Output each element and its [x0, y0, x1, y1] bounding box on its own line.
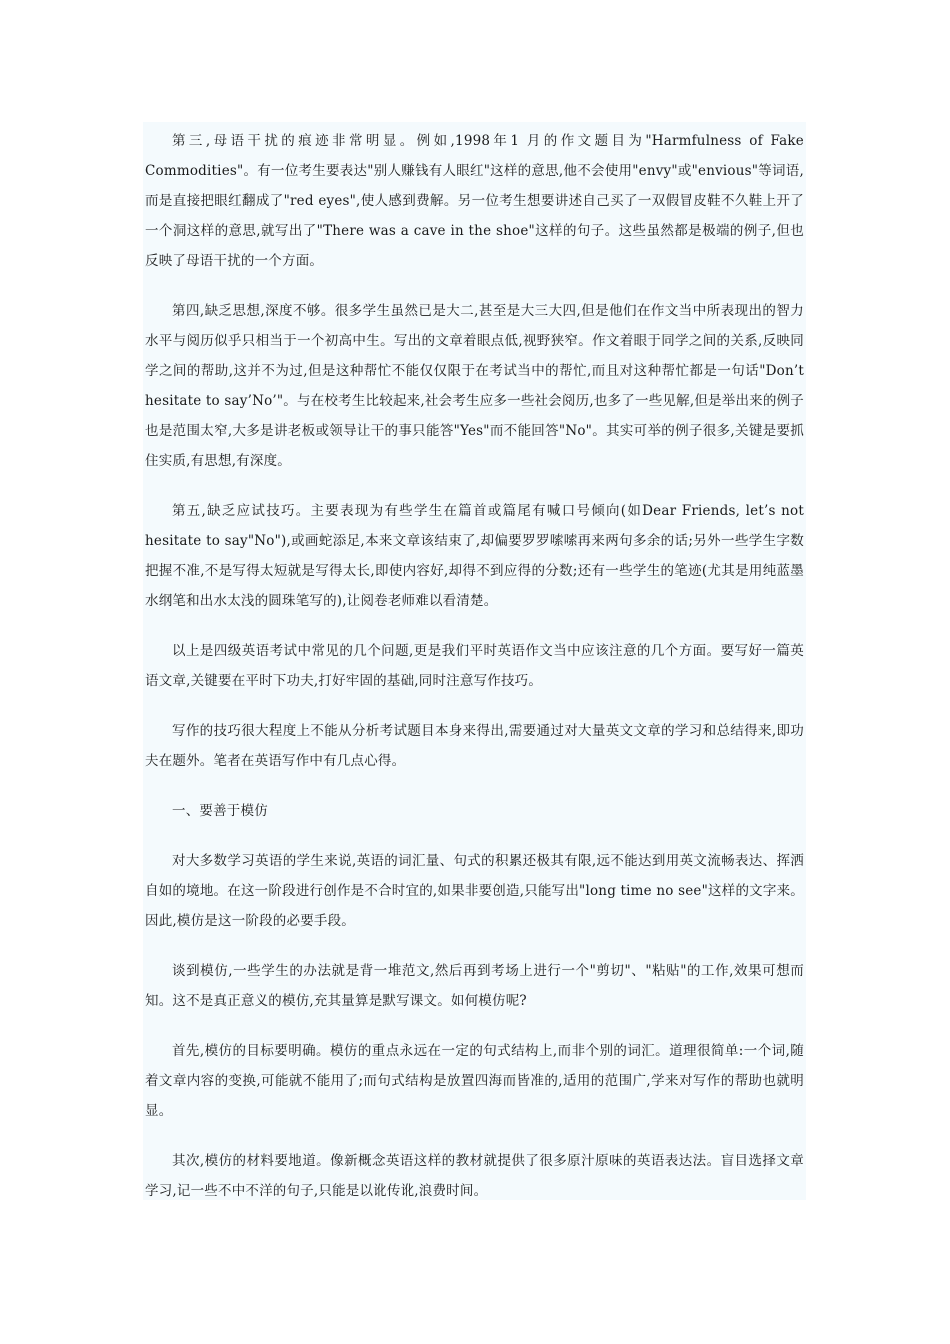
paragraph-point-three: 第三,母语干扰的痕迹非常明显。例如,1998年1 月的作文题目为"Harmfulness of Fake Commodities"。有一位考生要表达"别人赚钱有人眼红"这样的意思,他不会使用"envy"或"envious"等词语,而是直接把眼红翻成了"red eyes",使人感到费解。另一位考生想要讲述自己买了一双假冒皮鞋不久鞋上开了一个洞这样的意思,就写出了"There was a cave in the shoe"这样的句子。这些虽然都是极端的例子,但也反映了母语干扰的一个方面。 [145, 133, 804, 269]
paragraph-point-four: 第四,缺乏思想,深度不够。很多学生虽然已是大二,甚至是大三大四,但是他们在作文当中所表现出的智力水平与阅历似乎只相当于一个初高中生。写出的文章着眼点低,视野狭窄。作文着眼于同学之间的关系,反映同学之间的帮助,这并不为过,但是这种帮忙不能仅仅限于在考试当中的帮忙,而且对这种帮忙都是一句话"Don’t hesitate to say’No’"。与在校考生比较起来,社会考生应多一些社会阅历,也多了一些见解,但是举出来的例子也是范围太窄,大多是讲老板或领导让干的事只能答"Yes"而不能回答"No"。其实可举的例子很多,关键是要抓住实质,有思想,有深度。 [145, 303, 804, 469]
paragraph-summary: 以上是四级英语考试中常见的几个问题,更是我们平时英语作文当中应该注意的几个方面。要写好一篇英语文章,关键要在平时下功夫,打好牢固的基础,同时注意写作技巧。 [145, 643, 804, 689]
paragraph-imitation-method: 谈到模仿,一些学生的办法就是背一堆范文,然后再到考场上进行一个"剪切"、"粘贴"的工作,效果可想而知。这不是真正意义的模仿,充其量算是默写课文。如何模仿呢? [145, 963, 804, 1009]
section-heading-imitation: 一、要善于模仿 [172, 803, 268, 819]
article-content [143, 122, 806, 1206]
paragraph-writing-skills: 写作的技巧很大程度上不能从分析考试题目本身来得出,需要通过对大量英文文章的学习和总结得来,即功夫在题外。笔者在英语写作中有几点心得。 [145, 723, 804, 769]
paragraph-imitation-goal: 首先,模仿的目标要明确。模仿的重点永远在一定的句式结构上,而非个别的词汇。道理很简单:一个词,随着文章内容的变换,可能就不能用了;而句式结构是放置四海而皆准的,适用的范围广,学来对写作的帮助也就明显。 [145, 1043, 804, 1119]
article-text-block [143, 122, 806, 1200]
paragraph-point-five: 第五,缺乏应试技巧。主要表现为有些学生在篇首或篇尾有喊口号倾向(如Dear Friends, let’s not hesitate to say"No"),或画蛇添足,本来文章该结束了,却偏要罗罗嗦嗦再来两句多余的话;另外一些学生字数把握不准,不是写得太短就是写得太长,即使内容好,却得不到应得的分数;还有一些学生的笔迹(尤其是用纯蓝墨水纲笔和出水太浅的圆珠笔写的),让阅卷老师难以看清楚。 [145, 503, 804, 609]
paragraph-imitation-material: 其次,模仿的材料要地道。像新概念英语这样的教材就提供了很多原汁原味的英语表达法。盲目选择文章学习,记一些不中不洋的句子,只能是以讹传讹,浪费时间。 [145, 1153, 804, 1199]
paragraph-imitation-intro: 对大多数学习英语的学生来说,英语的词汇量、句式的积累还极其有限,远不能达到用英文流畅表达、挥洒自如的境地。在这一阶段进行创作是不合时宜的,如果非要创造,只能写出"long time no see"这样的文字来。因此,模仿是这一阶段的必要手段。 [145, 853, 804, 929]
